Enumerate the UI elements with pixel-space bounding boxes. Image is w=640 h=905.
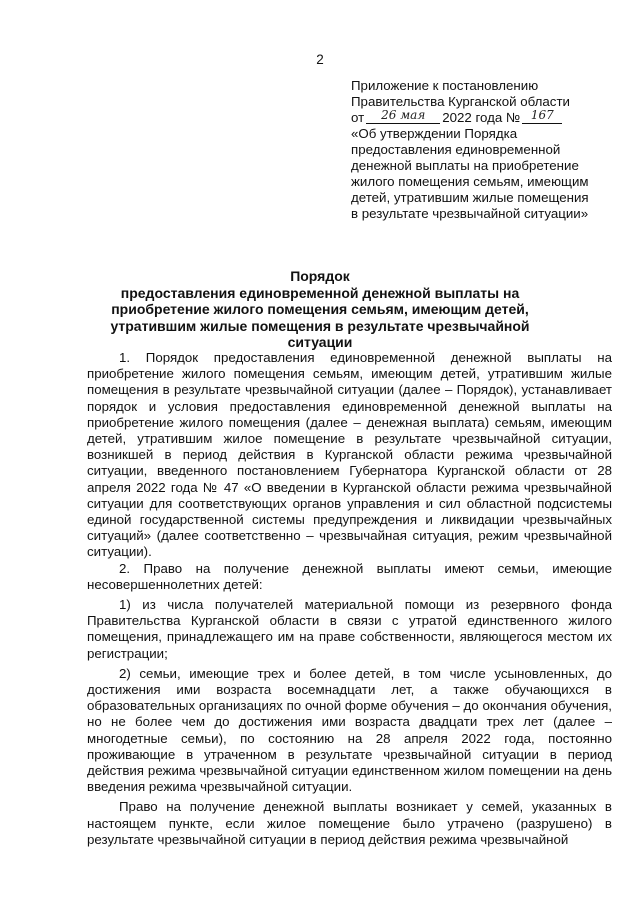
page-number: 2 (316, 52, 324, 67)
appendix-line: Правительства Курганской области (351, 94, 570, 109)
year-text: 2022 года № (442, 110, 521, 125)
document-body (87, 350, 612, 848)
paragraph-4: 2) семьи, имеющие трех и более детей, в том числе усыновленных, до достижения ими возраста восемнадцати лет, а также обучающихся в образовательных организациях по очной форме обучения – до окончания обучения, но не более чем до достижения ими возраста двадцати трех лет (далее – многодетные семьи), по состоянию на 28 апреля 2022 года, постоянно проживающие в утраченном в результате чрезвычайной ситуации в период действия режима чрезвычайной ситуации единственном жилом помещении на день введения режима чрезвычайной ситуации. (87, 665, 612, 795)
paragraph-1: 1. Порядок предоставления единовременной денежной выплаты на приобретение жилого помещения семьям, имеющим детей, утратившим жилые помещения в результате чрезвычайной ситуации (далее – Порядок), устанавливает порядок и условия предоставления единовременной денежной выплаты на приобретение жилого помещения (далее – денежная выплата) семьям, имеющим детей, утратившим жилое помещение в результате чрезвычайной ситуации, возникшей в период действия в Курганской области режима чрезвычайной ситуации, введенного постановлением Губернатора Курганской области от 28 апреля 2022 года № 47 «О введении в Курганской области режима чрезвычайной ситуации для соответствующих органов управления и сил областной подсистемы единой государственной системы предупреждения и ликвидации чрезвычайных ситуаций» (далее соответственно – чрезвычайная ситуация, режим чрезвычайной ситуации). (87, 350, 612, 560)
appendix-line: в результате чрезвычайной ситуации» (351, 206, 589, 221)
appendix-line: детей, утратившим жилые помещения (351, 190, 589, 205)
title-heading: Порядок (290, 268, 350, 284)
paragraph-3: 1) из числа получателей материальной помощи из резервного фонда Правительства Курганской области в связи с утратой единственного жилого помещения, принадлежащего им на праве собственности, являющегося местом их регистрации; (87, 597, 612, 661)
document-title (60, 268, 580, 351)
appendix-line: денежной выплаты на приобретение (351, 158, 579, 173)
appendix-line: «Об утверждении Порядка (351, 126, 518, 141)
appendix-block (351, 78, 613, 222)
date-prefix: от (351, 110, 365, 125)
number-blank (522, 110, 562, 124)
handwritten-number: 167 (530, 108, 554, 122)
appendix-date-line (351, 110, 613, 126)
appendix-line: предоставления единовременной (351, 142, 561, 157)
date-blank (366, 110, 440, 124)
title-subtitle: предоставления единовременной денежной выплаты на приобретение жилого помещения семьям, имеющим детей, утратившим жилые помещения в результате чрезвычайной ситуации (110, 284, 530, 350)
appendix-line: жилого помещения семьям, имеющим (351, 174, 589, 189)
paragraph-2: 2. Право на получение денежной выплаты имеют семьи, имеющие несовершеннолетних детей: (87, 560, 612, 592)
handwritten-date: 26 мая (381, 108, 426, 122)
paragraph-5: Право на получение денежной выплаты возникает у семей, указанных в настоящем пункте, если жилое помещение было утрачено (разрушено) в результате чрезвычайной ситуации в период действия режима чрезвычайной (87, 799, 612, 847)
appendix-line: Приложение к постановлению (351, 78, 539, 93)
